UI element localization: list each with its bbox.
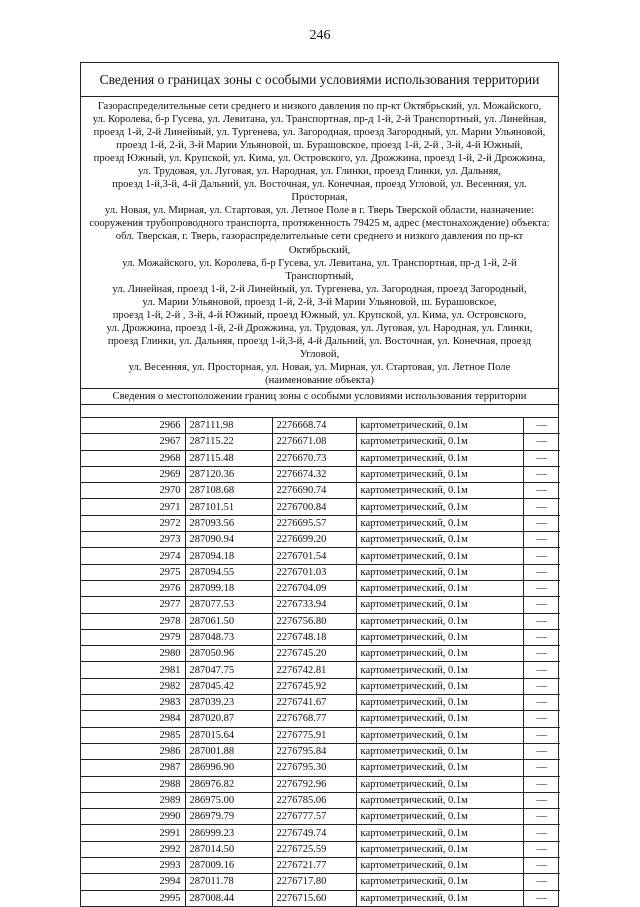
point-number-cell: 2971 [81, 499, 185, 515]
method-accuracy-cell: картометрический, 0.1м [356, 646, 523, 662]
method-accuracy-cell: картометрический, 0.1м [356, 678, 523, 694]
method-accuracy-cell: картометрический, 0.1м [356, 418, 523, 434]
x-coordinate-cell: 287094.18 [185, 548, 272, 564]
x-coordinate-cell: 286996.90 [185, 760, 272, 776]
object-name-line: ул. Весенняя, ул. Просторная, ул. Новая, ул. Мирная, ул. Стартовая, ул. Летное Поле [128, 361, 511, 373]
y-coordinate-cell: 2276701.54 [272, 548, 356, 564]
zone-info-frame [80, 62, 559, 907]
y-coordinate-cell: 2276792.96 [272, 776, 356, 792]
description-cell: — [523, 711, 560, 727]
object-name-line: ул. Новая, ул. Мирная, ул. Стартовая, ул. Летное Поле в г. Тверь Тверской области, назначение: [104, 205, 535, 217]
x-coordinate-cell: 286999.23 [185, 825, 272, 841]
x-coordinate-cell: 287090.94 [185, 532, 272, 548]
description-cell: — [523, 792, 560, 808]
description-cell: — [523, 580, 560, 596]
method-accuracy-cell: картометрический, 0.1м [356, 580, 523, 596]
y-coordinate-cell: 2276668.74 [272, 418, 356, 434]
description-cell: — [523, 743, 560, 759]
method-accuracy-cell: картометрический, 0.1м [356, 858, 523, 874]
table-row [81, 727, 560, 743]
x-coordinate-cell: 287093.56 [185, 515, 272, 531]
x-coordinate-cell: 287001.88 [185, 743, 272, 759]
x-coordinate-cell: 287015.64 [185, 727, 272, 743]
object-name-line: проезд Южный, ул. Крупской, ул. Кима, ул. Островского, ул. Дрожжина, проезд 1-й, 2-й Дрожжина, [93, 153, 546, 165]
table-row [81, 711, 560, 727]
method-accuracy-cell: картометрический, 0.1м [356, 532, 523, 548]
description-cell: — [523, 678, 560, 694]
x-coordinate-cell: 286976.82 [185, 776, 272, 792]
point-number-cell: 2983 [81, 695, 185, 711]
y-coordinate-cell: 2276670.73 [272, 450, 356, 466]
description-cell: — [523, 890, 560, 906]
table-row [81, 809, 560, 825]
x-coordinate-cell: 287101.51 [185, 499, 272, 515]
method-accuracy-cell: картометрический, 0.1м [356, 743, 523, 759]
y-coordinate-cell: 2276748.18 [272, 629, 356, 645]
description-cell: — [523, 825, 560, 841]
method-accuracy-cell: картометрический, 0.1м [356, 695, 523, 711]
x-coordinate-cell: 287045.42 [185, 678, 272, 694]
point-number-cell: 2993 [81, 858, 185, 874]
method-accuracy-cell: картометрический, 0.1м [356, 776, 523, 792]
method-accuracy-cell: картометрический, 0.1м [356, 434, 523, 450]
method-accuracy-cell: картометрический, 0.1м [356, 499, 523, 515]
x-coordinate-cell: 287061.50 [185, 613, 272, 629]
object-name-line: проезд 1-й,3-й, 4-й Дальний, ул. Восточная, ул. Конечная, проезд Угловой, ул. Весенняя, ул. Просторная, [112, 179, 527, 204]
table-row [81, 890, 560, 906]
method-accuracy-cell: картометрический, 0.1м [356, 711, 523, 727]
point-number-cell: 2975 [81, 564, 185, 580]
description-cell: — [523, 841, 560, 857]
description-cell: — [523, 597, 560, 613]
page-number: 246 [309, 28, 331, 43]
y-coordinate-cell: 2276701.03 [272, 564, 356, 580]
y-coordinate-cell: 2276795.30 [272, 760, 356, 776]
table-row [81, 678, 560, 694]
point-number-cell: 2978 [81, 613, 185, 629]
table-row [81, 841, 560, 857]
x-coordinate-cell: 287077.53 [185, 597, 272, 613]
y-coordinate-cell: 2276699.20 [272, 532, 356, 548]
x-coordinate-cell: 287014.50 [185, 841, 272, 857]
description-cell: — [523, 858, 560, 874]
point-number-cell: 2984 [81, 711, 185, 727]
description-cell: — [523, 434, 560, 450]
method-accuracy-cell: картометрический, 0.1м [356, 466, 523, 482]
point-number-cell: 2970 [81, 483, 185, 499]
object-name-block [81, 97, 558, 374]
description-cell: — [523, 874, 560, 890]
y-coordinate-cell: 2276745.20 [272, 646, 356, 662]
table-row [81, 532, 560, 548]
method-accuracy-cell: картометрический, 0.1м [356, 450, 523, 466]
point-number-cell: 2979 [81, 629, 185, 645]
y-coordinate-cell: 2276717.80 [272, 874, 356, 890]
point-number-cell: 2989 [81, 792, 185, 808]
y-coordinate-cell: 2276749.74 [272, 825, 356, 841]
table-row [81, 743, 560, 759]
object-name-line: ул. Трудовая, ул. Луговая, ул. Народная, ул. Глинки, проезд Глинки, ул. Дальняя, [138, 166, 501, 178]
x-coordinate-cell: 286975.00 [185, 792, 272, 808]
point-number-cell: 2988 [81, 776, 185, 792]
y-coordinate-cell: 2276721.77 [272, 858, 356, 874]
point-number-cell: 2968 [81, 450, 185, 466]
description-cell: — [523, 548, 560, 564]
table-row [81, 548, 560, 564]
description-cell: — [523, 646, 560, 662]
point-number-cell: 2985 [81, 727, 185, 743]
table-row [81, 629, 560, 645]
description-cell: — [523, 629, 560, 645]
object-name-line: Газораспределительные сети среднего и низкого давления по пр-кт Октябрьский, ул. Можайского, [97, 101, 542, 112]
point-number-cell: 2974 [81, 548, 185, 564]
description-cell: — [523, 564, 560, 580]
table-row [81, 499, 560, 515]
method-accuracy-cell: картометрический, 0.1м [356, 597, 523, 613]
y-coordinate-cell: 2276742.81 [272, 662, 356, 678]
table-row [81, 646, 560, 662]
method-accuracy-cell: картометрический, 0.1м [356, 760, 523, 776]
object-name-line: сооружения трубопроводного транспорта, протяженность 79425 м, адрес (местонахождение) объекта: [89, 218, 550, 230]
method-accuracy-cell: картометрический, 0.1м [356, 629, 523, 645]
table-row [81, 613, 560, 629]
header-spacer-row [81, 405, 558, 418]
table-row [81, 662, 560, 678]
x-coordinate-cell: 287120.36 [185, 466, 272, 482]
table-row [81, 564, 560, 580]
description-cell: — [523, 450, 560, 466]
method-accuracy-cell: картометрический, 0.1м [356, 890, 523, 906]
x-coordinate-cell: 286979.79 [185, 809, 272, 825]
method-accuracy-cell: картометрический, 0.1м [356, 515, 523, 531]
point-number-cell: 2987 [81, 760, 185, 776]
point-number-cell: 2992 [81, 841, 185, 857]
y-coordinate-cell: 2276795.84 [272, 743, 356, 759]
description-cell: — [523, 760, 560, 776]
point-number-cell: 2973 [81, 532, 185, 548]
object-name-caption: (наименование объекта) [81, 374, 558, 389]
point-number-cell: 2972 [81, 515, 185, 531]
y-coordinate-cell: 2276695.57 [272, 515, 356, 531]
object-name-line: ул. Королева, б-р Гусева, ул. Левитана, ул. Транспортная, пр-д 1-й, 2-й Транспортный, ул. Линейная, [92, 114, 547, 126]
description-cell: — [523, 532, 560, 548]
y-coordinate-cell: 2276674.32 [272, 466, 356, 482]
description-cell: — [523, 809, 560, 825]
method-accuracy-cell: картометрический, 0.1м [356, 548, 523, 564]
object-name-line: проезд Глинки, ул. Дальняя, проезд 1-й,3-й, 4-й Дальний, ул. Восточная, ул. Конечная, проезд Угловой, [107, 335, 532, 360]
y-coordinate-cell: 2276785.06 [272, 792, 356, 808]
table-row [81, 580, 560, 596]
method-accuracy-cell: картометрический, 0.1м [356, 841, 523, 857]
method-accuracy-cell: картометрический, 0.1м [356, 727, 523, 743]
table-row [81, 597, 560, 613]
coordinates-table [81, 418, 560, 906]
description-cell: — [523, 499, 560, 515]
object-name-line: ул. Марии Ульяновой, проезд 1-й, 2-й, 3-й Марии Ульяновой, ш. Бурашовское, [142, 296, 497, 308]
method-accuracy-cell: картометрический, 0.1м [356, 613, 523, 629]
table-row [81, 825, 560, 841]
x-coordinate-cell: 287099.18 [185, 580, 272, 596]
point-number-cell: 2994 [81, 874, 185, 890]
y-coordinate-cell: 2276704.09 [272, 580, 356, 596]
method-accuracy-cell: картометрический, 0.1м [356, 825, 523, 841]
method-accuracy-cell: картометрический, 0.1м [356, 483, 523, 499]
x-coordinate-cell: 287050.96 [185, 646, 272, 662]
object-name-line: проезд 1-й, 2-й , 3-й, 4-й Южный, проезд Южный, ул. Крупской, ул. Кима, ул. Островского, [112, 309, 527, 321]
x-coordinate-cell: 287115.22 [185, 434, 272, 450]
x-coordinate-cell: 287009.16 [185, 858, 272, 874]
table-row [81, 434, 560, 450]
y-coordinate-cell: 2276745.92 [272, 678, 356, 694]
x-coordinate-cell: 287115.48 [185, 450, 272, 466]
object-name-line: ул. Можайского, ул. Королева, б-р Гусева, ул. Левитана, ул. Транспортная, пр-д 1-й, 2-й Транспортный, [122, 257, 517, 282]
table-row [81, 874, 560, 890]
point-number-cell: 2991 [81, 825, 185, 841]
table-row [81, 450, 560, 466]
description-cell: — [523, 483, 560, 499]
y-coordinate-cell: 2276700.84 [272, 499, 356, 515]
table-row [81, 776, 560, 792]
point-number-cell: 2966 [81, 418, 185, 434]
description-cell: — [523, 662, 560, 678]
table-row [81, 466, 560, 482]
y-coordinate-cell: 2276777.57 [272, 809, 356, 825]
x-coordinate-cell: 287039.23 [185, 695, 272, 711]
x-coordinate-cell: 287094.55 [185, 564, 272, 580]
y-coordinate-cell: 2276725.59 [272, 841, 356, 857]
point-number-cell: 2981 [81, 662, 185, 678]
y-coordinate-cell: 2276690.74 [272, 483, 356, 499]
description-cell: — [523, 418, 560, 434]
y-coordinate-cell: 2276671.08 [272, 434, 356, 450]
method-accuracy-cell: картометрический, 0.1м [356, 809, 523, 825]
table-row [81, 695, 560, 711]
table-row [81, 760, 560, 776]
object-name-line: ул. Дрожжина, проезд 1-й, 2-й Дрожжина, ул. Трудовая, ул. Луговая, ул. Народная, ул. Глинки, [106, 322, 533, 334]
y-coordinate-cell: 2276775.91 [272, 727, 356, 743]
method-accuracy-cell: картометрический, 0.1м [356, 792, 523, 808]
y-coordinate-cell: 2276768.77 [272, 711, 356, 727]
description-cell: — [523, 515, 560, 531]
y-coordinate-cell: 2276741.67 [272, 695, 356, 711]
x-coordinate-cell: 287108.68 [185, 483, 272, 499]
object-name-line: обл. Тверская, г. Тверь, газораспределительные сети среднего и низкого давления по пр-кт Октябрьский, [115, 231, 524, 256]
point-number-cell: 2995 [81, 890, 185, 906]
x-coordinate-cell: 287008.44 [185, 890, 272, 906]
description-cell: — [523, 776, 560, 792]
description-cell: — [523, 727, 560, 743]
description-cell: — [523, 695, 560, 711]
y-coordinate-cell: 2276715.60 [272, 890, 356, 906]
object-name-line: проезд 1-й, 2-й, 3-й Марии Ульяновой, ш. Бурашовское, проезд 1-й, 2-й , 3-й, 4-й Южный, [116, 140, 523, 152]
point-number-cell: 2969 [81, 466, 185, 482]
method-accuracy-cell: картометрический, 0.1м [356, 662, 523, 678]
point-number-cell: 2967 [81, 434, 185, 450]
description-cell: — [523, 613, 560, 629]
point-number-cell: 2976 [81, 580, 185, 596]
table-row [81, 483, 560, 499]
point-number-cell: 2977 [81, 597, 185, 613]
y-coordinate-cell: 2276756.80 [272, 613, 356, 629]
method-accuracy-cell: картометрический, 0.1м [356, 874, 523, 890]
object-name-line: ул. Линейная, проезд 1-й, 2-й Линейный, ул. Тургенева, ул. Загородная, проезд Загородный, [112, 283, 527, 295]
object-name-line: проезд 1-й, 2-й Линейный, ул. Тургенева, ул. Загородная, проезд Загородный, ул. Марии Ульяновой, [93, 127, 546, 139]
x-coordinate-cell: 287020.87 [185, 711, 272, 727]
method-accuracy-cell: картометрический, 0.1м [356, 564, 523, 580]
y-coordinate-cell: 2276733.94 [272, 597, 356, 613]
x-coordinate-cell: 287011.78 [185, 874, 272, 890]
x-coordinate-cell: 287047.75 [185, 662, 272, 678]
point-number-cell: 2980 [81, 646, 185, 662]
point-number-cell: 2982 [81, 678, 185, 694]
table-row [81, 792, 560, 808]
x-coordinate-cell: 287048.73 [185, 629, 272, 645]
table-row [81, 858, 560, 874]
point-number-cell: 2990 [81, 809, 185, 825]
document-title: Сведения о границах зоны с особыми условиями использования территории [81, 63, 558, 97]
description-cell: — [523, 466, 560, 482]
point-number-cell: 2986 [81, 743, 185, 759]
location-header: Сведения о местоположении границ зоны с особыми условиями использования территории [81, 389, 558, 405]
table-row [81, 515, 560, 531]
x-coordinate-cell: 287111.98 [185, 418, 272, 434]
table-row [81, 418, 560, 434]
